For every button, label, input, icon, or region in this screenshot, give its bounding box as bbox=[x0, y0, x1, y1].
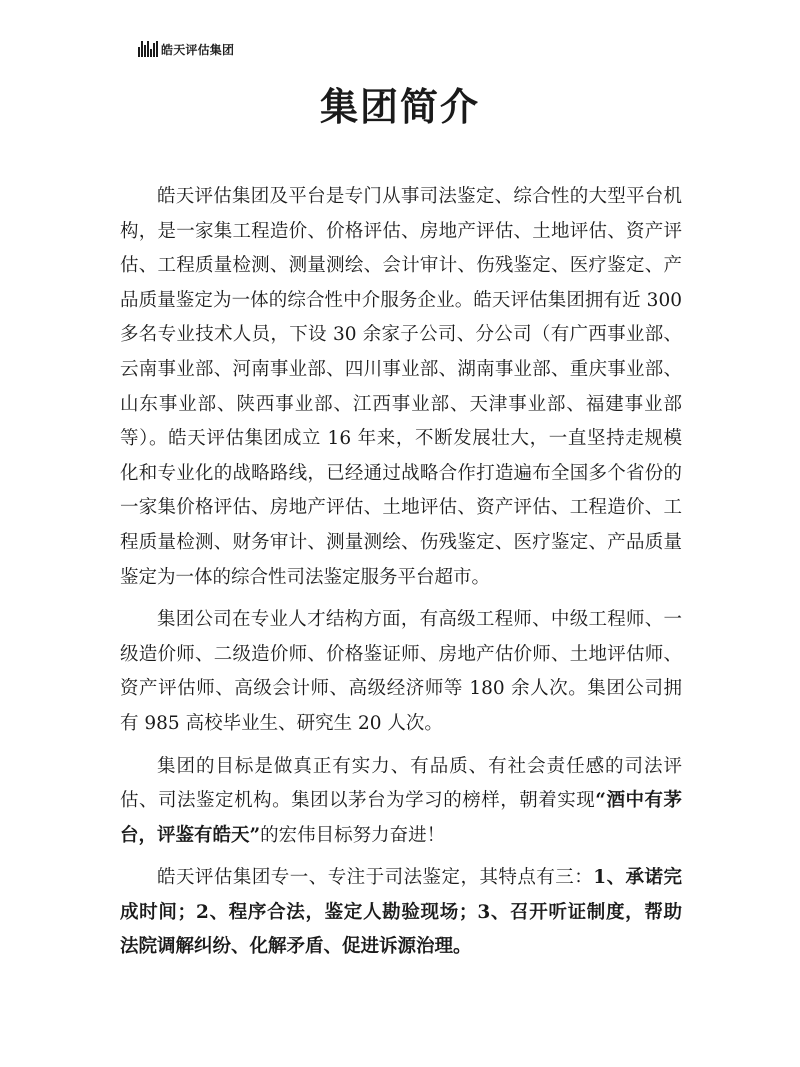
goal-slogan: “酒中有茅台，评鉴有皓天” bbox=[120, 790, 682, 846]
paragraph-overview: 皓天评估集团及平台是专门从事司法鉴定、综合性的大型平台机构，是一家集工程造价、价格评估、房地产评估、土地评估、资产评估、工程质量检测、测量测绘、会计审计、伤残鉴定、医疗鉴定、产品质量鉴定为一体的综合性中介服务企业。皓天评估集团拥有近 300 多名专业技术人员，下设 30 余家子公司、分公司（有广西事业部、云南事业部、河南事业部、四川事业部、湖南事业部、重庆事业部、山东事业部、陕西事业部、江西事业部、天津事业部、福建事业部等）。皓天评估集团成立 16 年来，不断发展壮大，一直坚持走规模化和专业化的战略路线，已经通过战略合作打造遍布全国多个省份的一家集价格评估、房地产评估、土地评估、资产评估、工程造价、工程质量检测、财务审计、测量测绘、伤残鉴定、医疗鉴定、产品质量鉴定为一体的综合性司法鉴定服务平台超市。 bbox=[120, 186, 682, 588]
paragraph-talent: 集团公司在专业人才结构方面，有高级工程师、中级工程师、一级造价师、二级造价师、价格鉴证师、房地产估价师、土地评估师、资产评估师、高级会计师、高级经济师等 180 余人次。集团公司拥有 985 高校毕业生、研究生 20 人次。 bbox=[120, 609, 682, 734]
goal-text: 集团的目标是做真正有实力、有品质、有社会责任感的司法评估、司法鉴定机构。集团以茅台为学习的榜样，朝着实现 bbox=[120, 755, 682, 812]
company-logo bbox=[138, 40, 234, 58]
paragraph-goal bbox=[120, 750, 682, 854]
logo-icon bbox=[138, 41, 158, 57]
paragraph-features bbox=[120, 861, 682, 965]
page-title: 集团简介 bbox=[319, 85, 480, 129]
goal-text-end: 的宏伟目标努力奋进！ bbox=[260, 824, 446, 846]
logo-text: 皓天评估集团 bbox=[161, 42, 235, 57]
document-body bbox=[120, 180, 682, 965]
features-list: 1、承诺完成时间；2、程序合法，鉴定人勘验现场；3、召开听证制度，帮助法院调解纠纷、化解矛盾、促进诉源治理。 bbox=[120, 867, 682, 958]
features-intro: 皓天评估集团专一、专注于司法鉴定，其特点有三： bbox=[157, 867, 594, 889]
